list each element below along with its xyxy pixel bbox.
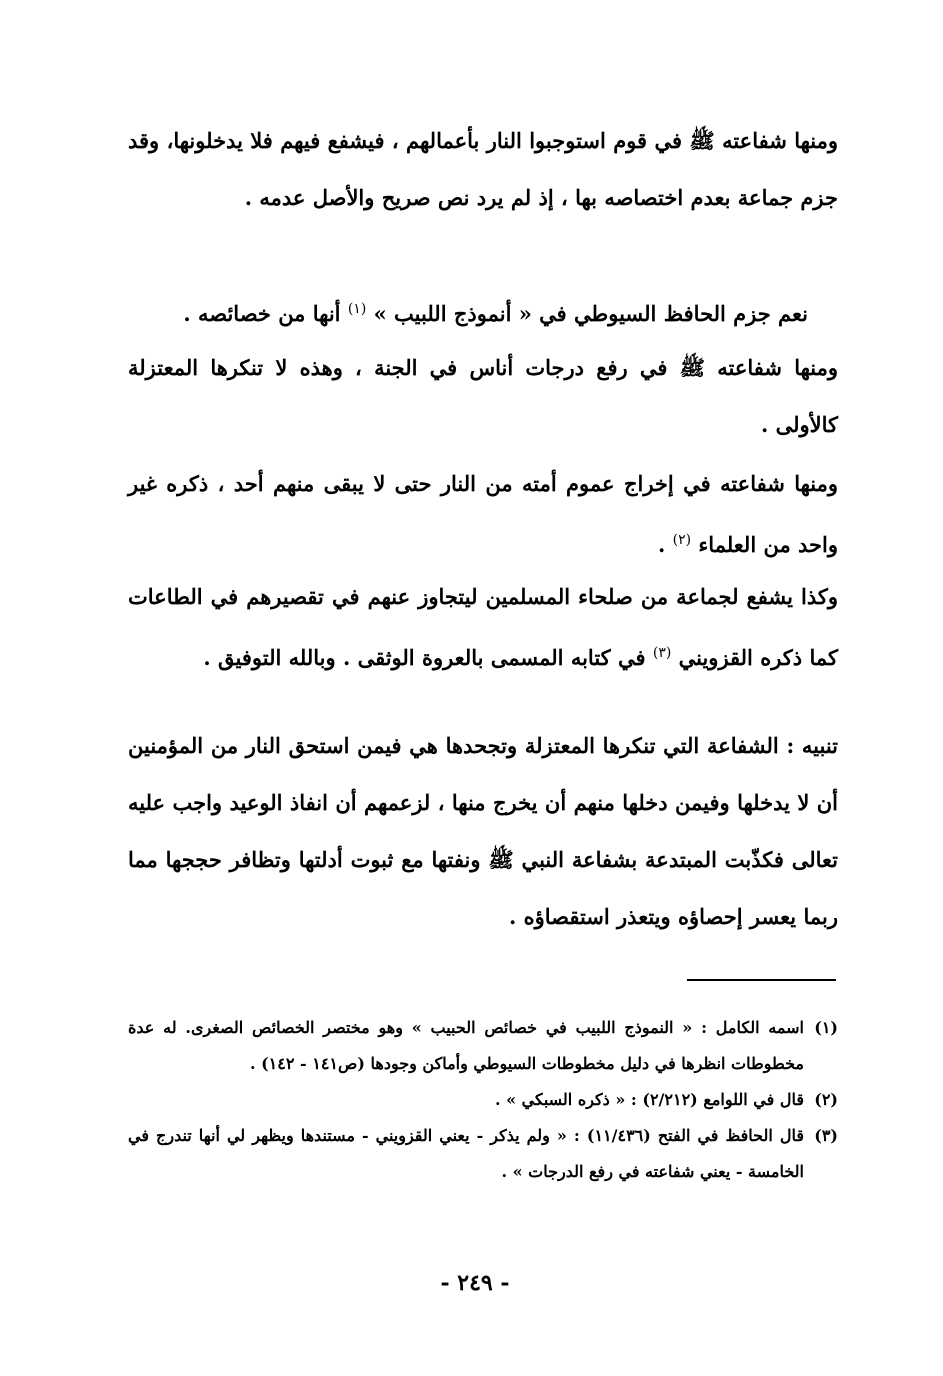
paragraph-4-text-after: . <box>658 532 666 557</box>
paragraph-5 <box>128 568 838 686</box>
footnote-1-text: اسمه الكامل : « النموذج اللبيب في خصائص الحبيب » وهو مختصر الخصائص الصغرى. له عدة مخطوطات انظرها في دليل مخطوطات السيوطي وأماكن وجودها (ص١٤١ - ١٤٢) . <box>128 1018 804 1073</box>
footnote-separator <box>687 979 836 981</box>
paragraph-5-text-after: في كتابه المسمى بالعروة الوثقى . وبالله التوفيق . <box>203 645 646 670</box>
paragraph-4-text-before: ومنها شفاعته في إخراج عموم أمته من النار حتى لا يبقى منهم أحد ، ذكره غير واحد من العلماء <box>128 471 838 557</box>
paragraph-3 <box>128 339 838 453</box>
paragraph-2-text-after: أنها من خصائصه . <box>183 301 341 326</box>
note-text: الشفاعة التي تنكرها المعتزلة وتجحدها هي فيمن استحق النار من المؤمنين أن لا يدخلها وفيمن دخلها منهم أن يخرج منها ، لزعمهم أن انفاذ الوعيد واجب عليه تعالى فكذّبت المبتدعة بشفاعة النبي ﷺ ونفتها مع ثبوت أدلتها وتظافر حججها مما ربما يعسر إحصاؤه ويتعذر استقصاؤه . <box>128 733 838 929</box>
paragraph-note <box>128 717 838 945</box>
footnote-2-text: قال في اللوامع (٢/٢١٢) : « ذكره السبكي » . <box>494 1090 804 1109</box>
footnote-2 <box>128 1082 838 1118</box>
footnote-ref-2[interactable]: (٢) <box>672 532 692 548</box>
footnote-3-number: (٣) <box>814 1126 838 1145</box>
paragraph-1 <box>128 112 838 226</box>
footnotes-section <box>128 1010 838 1190</box>
footnote-1 <box>128 1010 838 1082</box>
paragraph-2 <box>128 281 838 342</box>
note-label: تنبيه : <box>786 733 839 758</box>
paragraph-2-text-before: نعم جزم الحافظ السيوطي في « أنموذج اللبيب » <box>373 301 808 326</box>
paragraph-4 <box>128 455 838 573</box>
paragraph-1-text: ومنها شفاعته ﷺ في قوم استوجبوا النار بأعمالهم ، فيشفع فيهم فلا يدخلونها، وقد جزم جماعة بعدم اختصاصه بها ، إذ لم يرد نص صريح والأصل عدمه . <box>128 128 838 210</box>
footnote-ref-1[interactable]: (١) <box>347 301 367 317</box>
footnote-1-number: (١) <box>814 1018 838 1037</box>
paragraph-3-text: ومنها شفاعته ﷺ في رفع درجات أناس في الجنة ، وهذه لا تنكرها المعتزلة كالأولى . <box>128 355 838 437</box>
footnote-2-number: (٢) <box>814 1090 838 1109</box>
footnote-3-text: قال الحافظ في الفتح (١١/٤٣٦) : « ولم يذكر - يعني القزويني - مستندها ويظهر لي أنها تندرج في الخامسة - يعني شفاعته في رفع الدرجات » . <box>128 1126 804 1181</box>
page-number: - ٢٤٩ - <box>440 1270 510 1296</box>
footnote-3 <box>128 1118 838 1190</box>
paragraph-5-text-before: وكذا يشفع لجماعة من صلحاء المسلمين ليتجاوز عنهم في تقصيرهم في الطاعات كما ذكره القزويني <box>128 584 838 670</box>
footnote-ref-3[interactable]: (٣) <box>652 645 672 661</box>
